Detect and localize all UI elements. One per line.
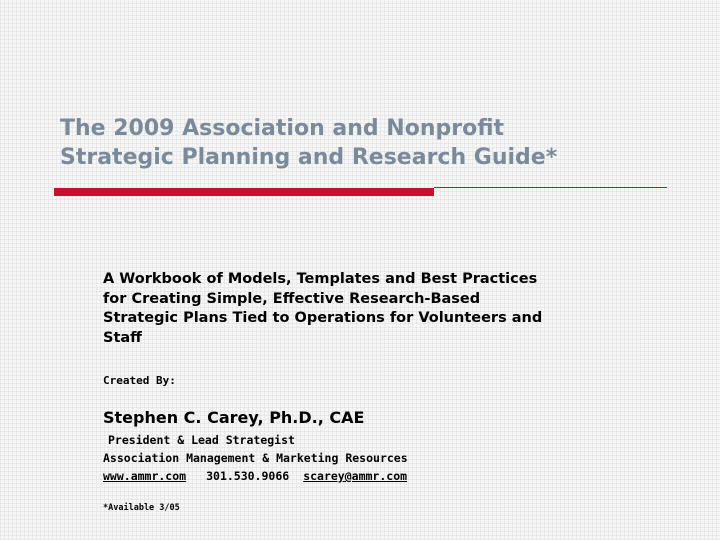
subtitle-line-4: Staff [103,329,142,346]
website-link[interactable]: www.ammr.com [103,469,187,483]
availability-footnote: *Available 3/05 [103,503,180,513]
author-role: President & Lead Strategist [108,433,295,447]
title-divider-thin [434,187,667,188]
subtitle-line-3: Strategic Plans Tied to Operations for Volunteers and [103,310,543,326]
slide-title [60,114,680,172]
title-divider-thick [54,188,434,196]
author-organization: Association Management & Marketing Resources [103,451,408,465]
phone-number: 301.530.9066 [206,469,290,483]
subtitle-line-1: A Workbook of Models, Templates and Best Practices [103,271,538,287]
slide-title-line-2: Strategic Planning and Research Guide* [60,145,558,170]
subtitle [103,270,603,348]
created-by-label: Created By: [103,374,176,387]
author-name: Stephen C. Carey, Ph.D., CAE [103,408,365,427]
author-contact-line [103,469,407,483]
subtitle-line-2: for Creating Simple, Effective Research-Based [103,290,481,307]
email-link[interactable]: scarey@ammr.com [303,469,408,483]
slide-title-line-1: The 2009 Association and Nonprofit [60,116,505,141]
